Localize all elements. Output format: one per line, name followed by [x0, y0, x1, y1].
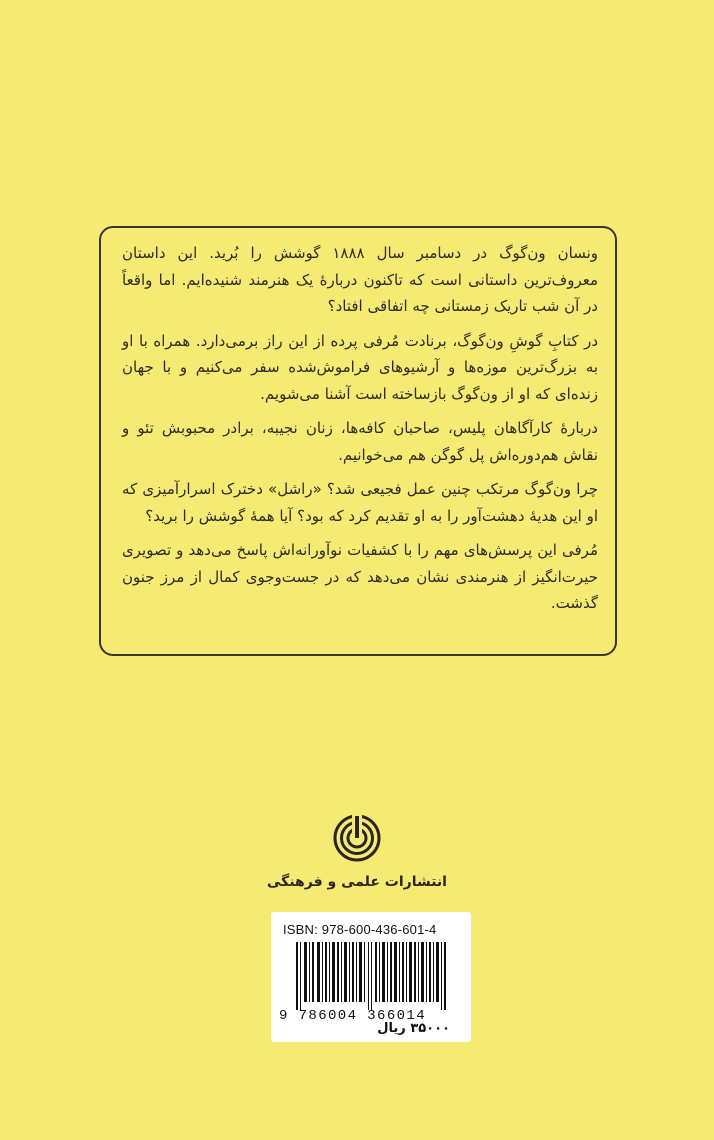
price-label: ۳۵۰۰۰ ریال	[377, 1021, 450, 1036]
blurb-paragraph: چرا ون‌گوگ مرتکب چنین عمل فجیعی شد؟ «راشل» دخترک اسرارآمیزی که او این هدیهٔ دهشت‌آور را به او تقدیم کرد که بود؟ آیا همهٔ گوشش را برید؟	[122, 480, 598, 525]
barcode-bars	[296, 942, 446, 1010]
isbn-number: ISBN: 978-600-436-601-4	[283, 922, 437, 937]
publisher-name: انتشارات علمی و فرهنگی	[267, 874, 447, 890]
blurb-paragraph: مُرفی این پرسش‌های مهم را با کشفیات نوآورانه‌اش پاسخ می‌دهد و تصویری حیرت‌انگیز از هنرمندی نشان می‌دهد که در جست‌وجوی کمال از مرز جنون گذشت.	[122, 541, 598, 612]
blurb-paragraph: ونسان ون‌گوگ در دسامبر سال ۱۸۸۸ گوشش را بُرید. این داستان معروف‌ترین داستانی است که تاکنون دربارهٔ یک هنرمند شنیده‌ایم. اما واقعاً در آن شب تاریک زمستانی چه اتفاقی افتاد؟	[122, 244, 599, 315]
blurb-paragraph: دربارهٔ کارآگاهان پلیس، صاحبان کافه‌ها، زنان نجیبه، برادر محبوبش تئو و نقاش هم‌دوره‌اش پل گوگن هم می‌خوانیم.	[122, 419, 598, 464]
blurb-paragraph: در کتابِ گوشِ ون‌گوگ، برنادت مُرفی پرده از این راز برمی‌دارد. همراه با او به بزرگ‌ترین موزه‌ها و آرشیوهای فراموش‌شده سفر می‌کنیم و با جهان زنده‌ای که او از ون‌گوگ بازساخته است آشنا می‌شویم.	[122, 331, 598, 403]
barcode-digits: 9 786004 366014	[279, 1008, 427, 1024]
publisher-logo-icon	[332, 812, 382, 868]
blurb-text	[122, 240, 598, 617]
